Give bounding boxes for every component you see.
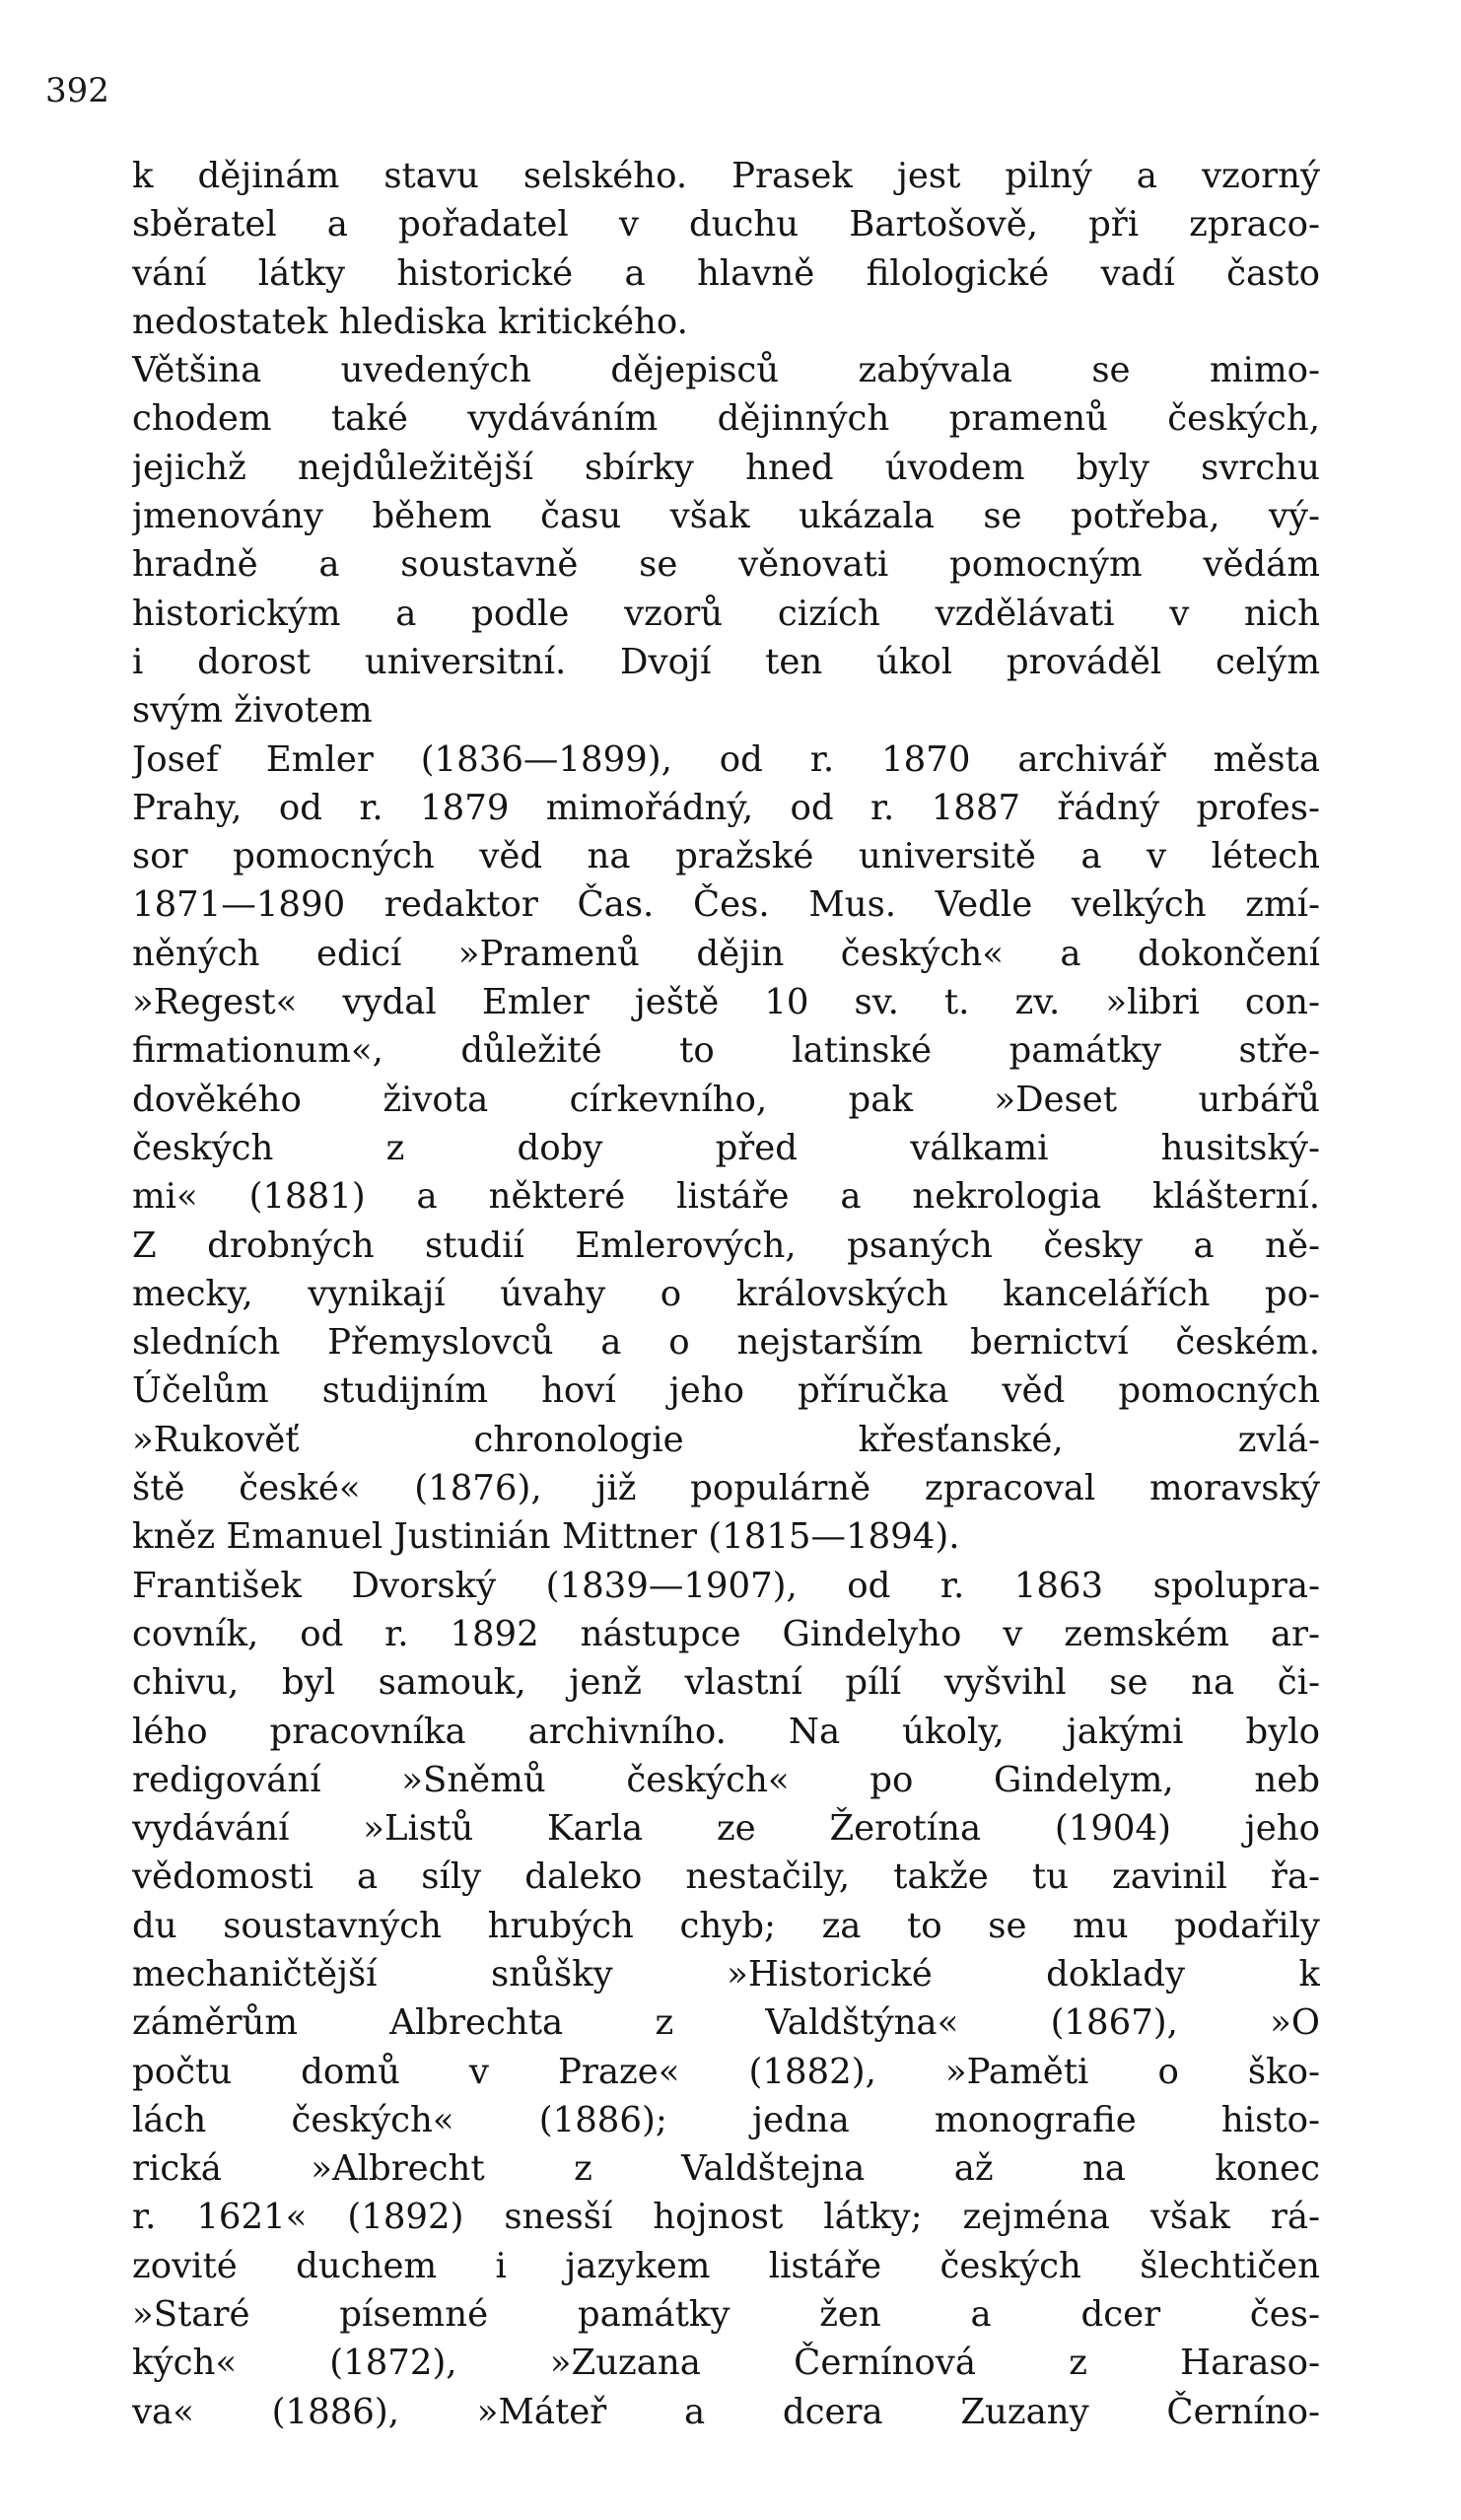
text-line: rická »Albrecht z Valdštejna až na konec: [132, 2148, 1320, 2190]
body-text: [132, 152, 1320, 2436]
text-line: českých z doby před válkami husitský-: [132, 1127, 1320, 1168]
text-line: hradně a soustavně se věnovati pomocným vědám: [132, 544, 1320, 586]
text-line: zovité duchem i jazykem listáře českých šlechtičen: [132, 2245, 1320, 2286]
text-line: záměrům Albrechta z Valdštýna« (1867), »O: [132, 2002, 1320, 2044]
text-line: sor pomocných věd na pražské universitě a v létech: [132, 836, 1320, 877]
text-line: redigování »Sněmů českých« po Gindelym, neb: [132, 1759, 1320, 1800]
text-line: kých« (1872), »Zuzana Černínová z Haraso-: [132, 2343, 1320, 2384]
text-line: r. 1621« (1892) snesší hojnost látky; zejména však rá-: [132, 2197, 1320, 2238]
text-line: něných edicí »Pramenů dějin českých« a dokončení: [132, 933, 1320, 974]
text-line: chivu, byl samouk, jenž vlastní pílí vyšvihl se na či-: [132, 1662, 1320, 1704]
text-line: Z drobných studií Emlerových, psaných česky a ně-: [132, 1225, 1320, 1266]
page-number: 392: [45, 71, 109, 110]
text-line: svým životem: [132, 690, 373, 732]
text-line: 1871—1890 redaktor Čas. Čes. Mus. Vedle velkých zmí-: [132, 884, 1320, 926]
text-line: sledních Přemyslovců a o nejstarším bernictví českém.: [132, 1322, 1320, 1364]
text-line: Prahy, od r. 1879 mimořádný, od r. 1887 řádný profes-: [132, 787, 1320, 828]
text-line: sběratel a pořadatel v duchu Bartošově, při zpraco-: [132, 204, 1320, 245]
text-line: jmenovány během času však ukázala se potřeba, vý-: [132, 496, 1320, 537]
text-line: va« (1886), »Máteř a dcera Zuzany Černíno-: [132, 2391, 1320, 2432]
text-line: »Regest« vydal Emler ještě 10 sv. t. zv. »libri con-: [132, 982, 1320, 1023]
text-line: mechaničtější snůšky »Historické doklady k: [132, 1953, 1320, 1995]
text-line: k dějinám stavu selského. Prasek jest pilný a vzorný: [132, 156, 1320, 196]
text-line: Většina uvedených dějepisců zabývala se mimo-: [132, 350, 1320, 391]
text-line: vání látky historické a hlavně filologické vadí často: [132, 252, 1320, 294]
text-line: počtu domů v Praze« (1882), »Paměti o ško-: [132, 2051, 1320, 2092]
text-line: firmationum«, důležité to latinské památky stře-: [132, 1030, 1320, 1072]
text-line: Josef Emler (1836—1899), od r. 1870 archivář města: [132, 738, 1320, 780]
text-line: chodem také vydáváním dějinných pramenů českých,: [132, 398, 1320, 440]
text-line: František Dvorský (1839—1907), od r. 1863 spolupra-: [132, 1565, 1320, 1606]
text-line: kněz Emanuel Justinián Mittner (1815—1894).: [132, 1516, 960, 1558]
text-line: lého pracovníka archivního. Na úkoly, jakými bylo: [132, 1711, 1320, 1752]
text-line: Účelům studijním hoví jeho příručka věd pomocných: [132, 1370, 1320, 1412]
text-line: lách českých« (1886); jedna monografie histo-: [132, 2099, 1320, 2140]
text-line: covník, od r. 1892 nástupce Gindelyho v zemském ar-: [132, 1613, 1320, 1654]
text-line: i dorost universitní. Dvojí ten úkol prováděl celým: [132, 641, 1320, 682]
text-line: historickým a podle vzorů cizích vzdělávati v nich: [132, 593, 1320, 634]
text-line: dověkého života církevního, pak »Deset urbářů: [132, 1079, 1320, 1120]
text-line: du soustavných hrubých chyb; za to se mu podařily: [132, 1905, 1320, 1946]
text-line: nedostatek hlediska kritického.: [132, 301, 688, 342]
text-line: »Rukověť chronologie křesťanské, zvlá-: [132, 1419, 1320, 1460]
text-line: vědomosti a síly daleko nestačily, takže tu zavinil řa-: [132, 1856, 1320, 1898]
text-line: vydávání »Listů Karla ze Žerotína (1904) jeho: [132, 1808, 1320, 1850]
text-line: jejichž nejdůležitější sbírky hned úvodem byly svrchu: [132, 447, 1320, 488]
text-line: mi« (1881) a některé listáře a nekrologia klášterní.: [132, 1176, 1320, 1218]
text-line: ště české« (1876), již populárně zpracoval moravský: [132, 1468, 1320, 1509]
text-line: »Staré písemné památky žen a dcer čes-: [132, 2294, 1320, 2336]
text-line: mecky, vynikají úvahy o královských kancelářích po-: [132, 1273, 1320, 1314]
